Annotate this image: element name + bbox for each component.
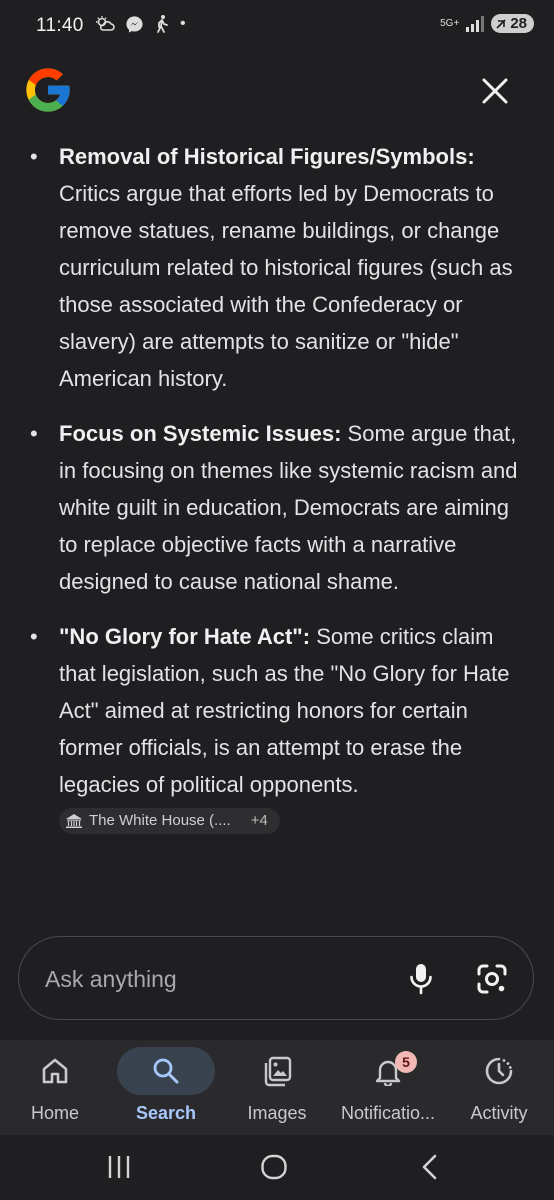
weather-icon (95, 15, 115, 33)
source-chip-more: +4 (250, 812, 268, 830)
google-logo (22, 64, 74, 116)
bullet-dot: • (30, 421, 38, 446)
bullet-body: Some critics claim that legislation, such as the "No Glory for Hate Act" aimed at restricting honors for certain former officials, is an attempt to erase the legacies of political opponents. (59, 624, 510, 797)
nav-label: Activity (470, 1103, 528, 1123)
battery-level: 28 (510, 15, 527, 32)
images-icon (261, 1055, 293, 1087)
back-chevron-icon (419, 1153, 441, 1181)
ask-bar (18, 936, 534, 1020)
status-bar (0, 0, 554, 50)
nav-search[interactable] (111, 1040, 221, 1135)
search-icon (151, 1056, 181, 1086)
microphone-icon (408, 962, 434, 996)
nav-icon-container (450, 1047, 548, 1095)
walking-icon (154, 14, 170, 34)
status-time: 11:40 (36, 15, 84, 36)
close-icon (481, 77, 509, 105)
home-icon (40, 1056, 70, 1086)
bullet-body: Critics argue that efforts led by Democrats to remove statues, rename buildings, or change curriculum related to historical figures (such as those associated with the Confederacy or slavery) are attempts to sanitize or "hide" American history. (59, 181, 513, 391)
nav-icon-container (6, 1047, 104, 1095)
bullet-body: Some argue that, in focusing on themes like systemic racism and white guilt in education, Democrats are aiming to replace objective facts with a narrative designed to cause national shame. (59, 421, 518, 594)
ai-answer-content (30, 138, 530, 858)
source-chip[interactable] (59, 808, 280, 834)
home-circle-icon (260, 1153, 288, 1181)
activity-icon (483, 1055, 515, 1087)
signal-icon (465, 15, 485, 33)
nav-icon-container (228, 1047, 326, 1095)
home-system-button[interactable] (244, 1147, 304, 1187)
close-button[interactable] (472, 68, 518, 114)
battery-indicator (491, 14, 534, 33)
messenger-icon (125, 15, 144, 34)
nav-icon-container (339, 1047, 437, 1095)
bullet-item (30, 415, 530, 600)
nav-notifications[interactable] (333, 1040, 443, 1135)
bottom-navigation (0, 1040, 554, 1135)
notification-badge: 5 (395, 1051, 417, 1073)
nav-icon-container (117, 1047, 215, 1095)
ask-input[interactable] (43, 961, 377, 997)
system-navigation-bar (0, 1135, 554, 1200)
bullet-text (59, 138, 530, 397)
nav-label: Notificatio... (340, 1103, 436, 1123)
nav-label: Search (135, 1103, 197, 1123)
status-right (440, 14, 534, 33)
recent-apps-button[interactable] (89, 1147, 149, 1187)
google-lens-icon (476, 963, 508, 995)
google-g-logo-icon (22, 64, 74, 116)
nav-label: Images (247, 1103, 307, 1123)
battery-saver-icon (495, 18, 507, 30)
camera-search-button[interactable] (471, 959, 513, 999)
more-notifications-dot-icon: • (180, 15, 186, 32)
status-icons (95, 14, 186, 34)
voice-search-button[interactable] (402, 959, 440, 999)
nav-home[interactable] (0, 1040, 110, 1135)
bullet-title: Removal of Historical Figures/Symbols: (59, 144, 475, 169)
bullet-title: Focus on Systemic Issues: (59, 421, 342, 446)
back-button[interactable] (400, 1147, 460, 1187)
bullet-dot: • (30, 624, 38, 649)
nav-activity[interactable] (444, 1040, 554, 1135)
bullet-item (30, 618, 530, 840)
network-indicator: 5G+ (440, 17, 460, 29)
nav-label: Home (30, 1103, 79, 1123)
bullet-text (59, 415, 530, 600)
nav-images[interactable] (222, 1040, 332, 1135)
white-house-icon (65, 813, 83, 829)
source-chip-label: The White House (.... (89, 812, 231, 830)
bullet-dot: • (30, 144, 38, 169)
bullet-text (59, 618, 530, 840)
recent-apps-icon (106, 1154, 132, 1180)
bullet-item (30, 138, 530, 397)
bullet-title: "No Glory for Hate Act": (59, 624, 311, 649)
